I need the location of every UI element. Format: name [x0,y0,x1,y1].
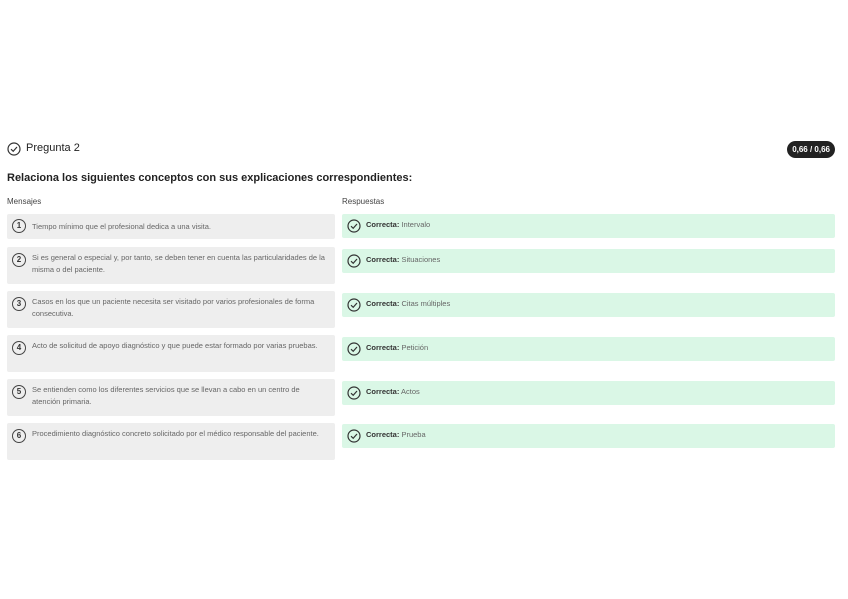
check-circle-icon [347,219,361,233]
check-circle-icon [347,254,361,268]
question-header [7,141,835,159]
message-number: 3 [12,297,26,311]
message-item [7,247,335,284]
message-number: 1 [12,219,26,233]
message-text: Casos en los que un paciente necesita ser visitado por varios profesionales de forma consecutiva. [32,297,315,318]
answer-value: Intervalo [401,220,431,229]
answer-value: Petición [401,343,429,352]
message-item [7,291,335,328]
message-number: 2 [12,253,26,267]
answer-text [366,220,430,229]
answer-item [342,381,835,405]
check-circle-icon [347,386,361,400]
answer-item [342,214,835,238]
messages-column-header: Mensajes [7,197,42,206]
answer-value: Actos [401,387,420,396]
answer-item [342,424,835,448]
answer-value: Situaciones [401,255,441,264]
question-card [0,138,848,468]
message-number: 5 [12,385,26,399]
answer-status: Correcta: [366,343,400,352]
answer-value: Citas múltiples [401,299,451,308]
message-item [7,379,335,416]
message-item [7,423,335,460]
check-circle-icon [7,142,21,156]
answers-column-header: Respuestas [342,197,385,206]
message-text: Acto de solicitud de apoyo diagnóstico y que puede estar formado por varias pruebas. [32,341,318,350]
answer-text [366,299,450,308]
answer-item [342,249,835,273]
answer-item [342,337,835,361]
answer-text [366,430,426,439]
message-text: Se entienden como los diferentes servicios que se llevan a cabo en un centro de atención primaria. [32,385,300,406]
message-text: Tiempo mínimo que el profesional dedica a una visita. [32,222,211,231]
answer-value: Prueba [401,430,426,439]
answer-status: Correcta: [366,299,400,308]
answer-text [366,255,440,264]
answer-text [366,343,428,352]
message-text: Si es general o especial y, por tanto, se deben tener en cuenta las particularidades de la misma o del paciente. [32,253,325,274]
message-item [7,335,335,372]
message-number: 6 [12,429,26,443]
answer-text [366,387,420,396]
answer-item [342,293,835,317]
question-title: Pregunta 2 [26,142,80,154]
answer-status: Correcta: [366,387,400,396]
answer-status: Correcta: [366,430,400,439]
check-circle-icon [347,342,361,356]
score-badge: 0,66 / 0,66 [787,141,835,158]
check-circle-icon [347,429,361,443]
message-number: 4 [12,341,26,355]
message-item [7,214,335,239]
message-text: Procedimiento diagnóstico concreto solicitado por el médico responsable del paciente. [32,429,319,438]
check-circle-icon [347,298,361,312]
question-prompt: Relaciona los siguientes conceptos con sus explicaciones correspondientes: [7,172,413,184]
answer-status: Correcta: [366,220,400,229]
answer-status: Correcta: [366,255,400,264]
